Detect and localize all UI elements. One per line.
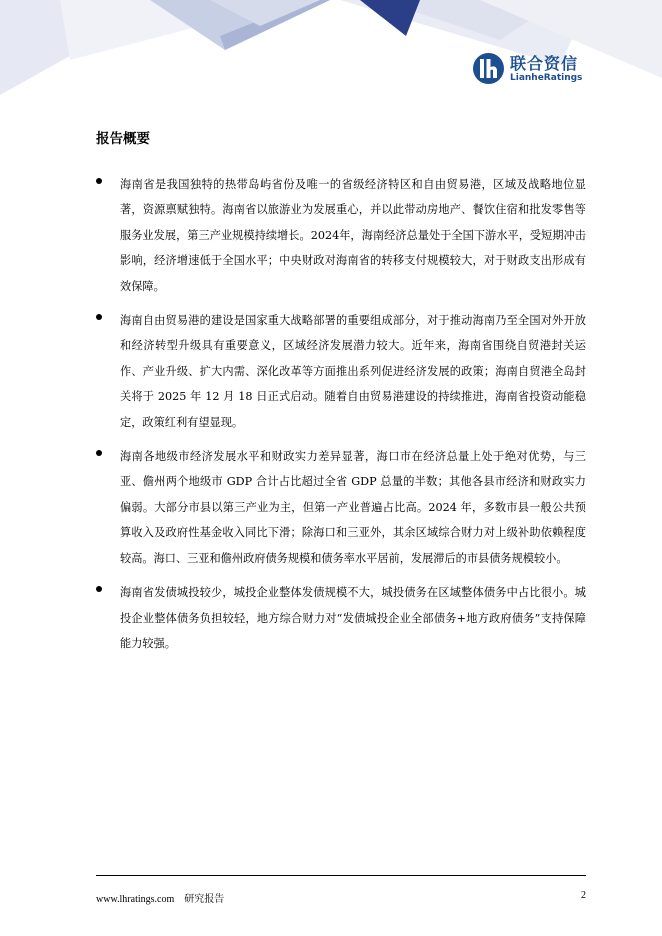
footer-report-type: 研究报告 [184, 894, 225, 905]
bullet-text: 海南自由贸易港的建设是国家重大战略部署的重要组成部分，对于推动海南乃至全国对外开放和经济转型升级具有重要意义，区域经济发展潜力较大。近年来，海南省围绕自贸港封关运作、产业升级、扩大内需、深化改革等方面推出系列促进经济发展的政策；海南自贸港全岛封关将于 2025 年 12 月 18 日正式启动。随着自由贸易港建设的持续推进，海南省投资动能稳定，政策红利有望显现。 [120, 314, 586, 429]
summary-bullet-item [96, 444, 586, 571]
bullet-dot-icon [96, 450, 102, 456]
summary-bullet-list [96, 172, 586, 665]
footer-info [96, 890, 224, 905]
bullet-dot-icon [96, 314, 102, 320]
summary-bullet-item [96, 580, 586, 656]
bullet-text: 海南各地级市经济发展水平和财政实力差异显著，海口市在经济总量上处于绝对优势，与三亚、儋州两个地级市 GDP 合计占比超过全省 GDP 总量的半数；其他各县市经济和财政实力偏弱。大部分市县以第三产业为主，但第一产业普遍占比高。2024 年，多数市县一般公共预算收入及政府性基金收入同比下滑；除海口和三亚外，其余区域综合财力对上级补助依赖程度较高。海口、三亚和儋州政府债务规模和债务率水平居前，发展滞后的市县债务规模较小。 [120, 450, 586, 565]
lianhe-logo [472, 50, 592, 90]
summary-bullet-item [96, 308, 586, 435]
lianhe-logo-icon [472, 52, 505, 85]
bullet-dot-icon [96, 586, 102, 592]
page-number: 2 [581, 890, 586, 901]
logo-english-name: LianheRatings [510, 73, 583, 83]
logo-chinese-name: 联合资信 [510, 54, 579, 73]
summary-bullet-item [96, 172, 586, 299]
bullet-dot-icon [96, 178, 102, 184]
footer-divider [96, 875, 586, 876]
bullet-text: 海南省是我国独特的热带岛屿省份及唯一的省级经济特区和自由贸易港，区域及战略地位显著，资源禀赋独特。海南省以旅游业为发展重心，并以此带动房地产、餐饮住宿和批发零售等服务业发展，第三产业规模持续增长。2024年，海南经济总量处于全国下游水平，受短期冲击影响，经济增速低于全国水平；中央财政对海南省的转移支付规模较大，对于财政支出形成有效保障。 [120, 178, 586, 293]
bullet-text: 海南省发债城投较少，城投企业整体发债规模不大，城投债务在区域整体债务中占比很小。城投企业整体债务负担较轻，地方综合财力对“发债城投企业全部债务+地方政府债务”支持保障能力较强。 [120, 586, 586, 650]
footer-website-link[interactable]: www.lhratings.com [96, 894, 175, 905]
section-title: 报告概要 [96, 131, 150, 147]
